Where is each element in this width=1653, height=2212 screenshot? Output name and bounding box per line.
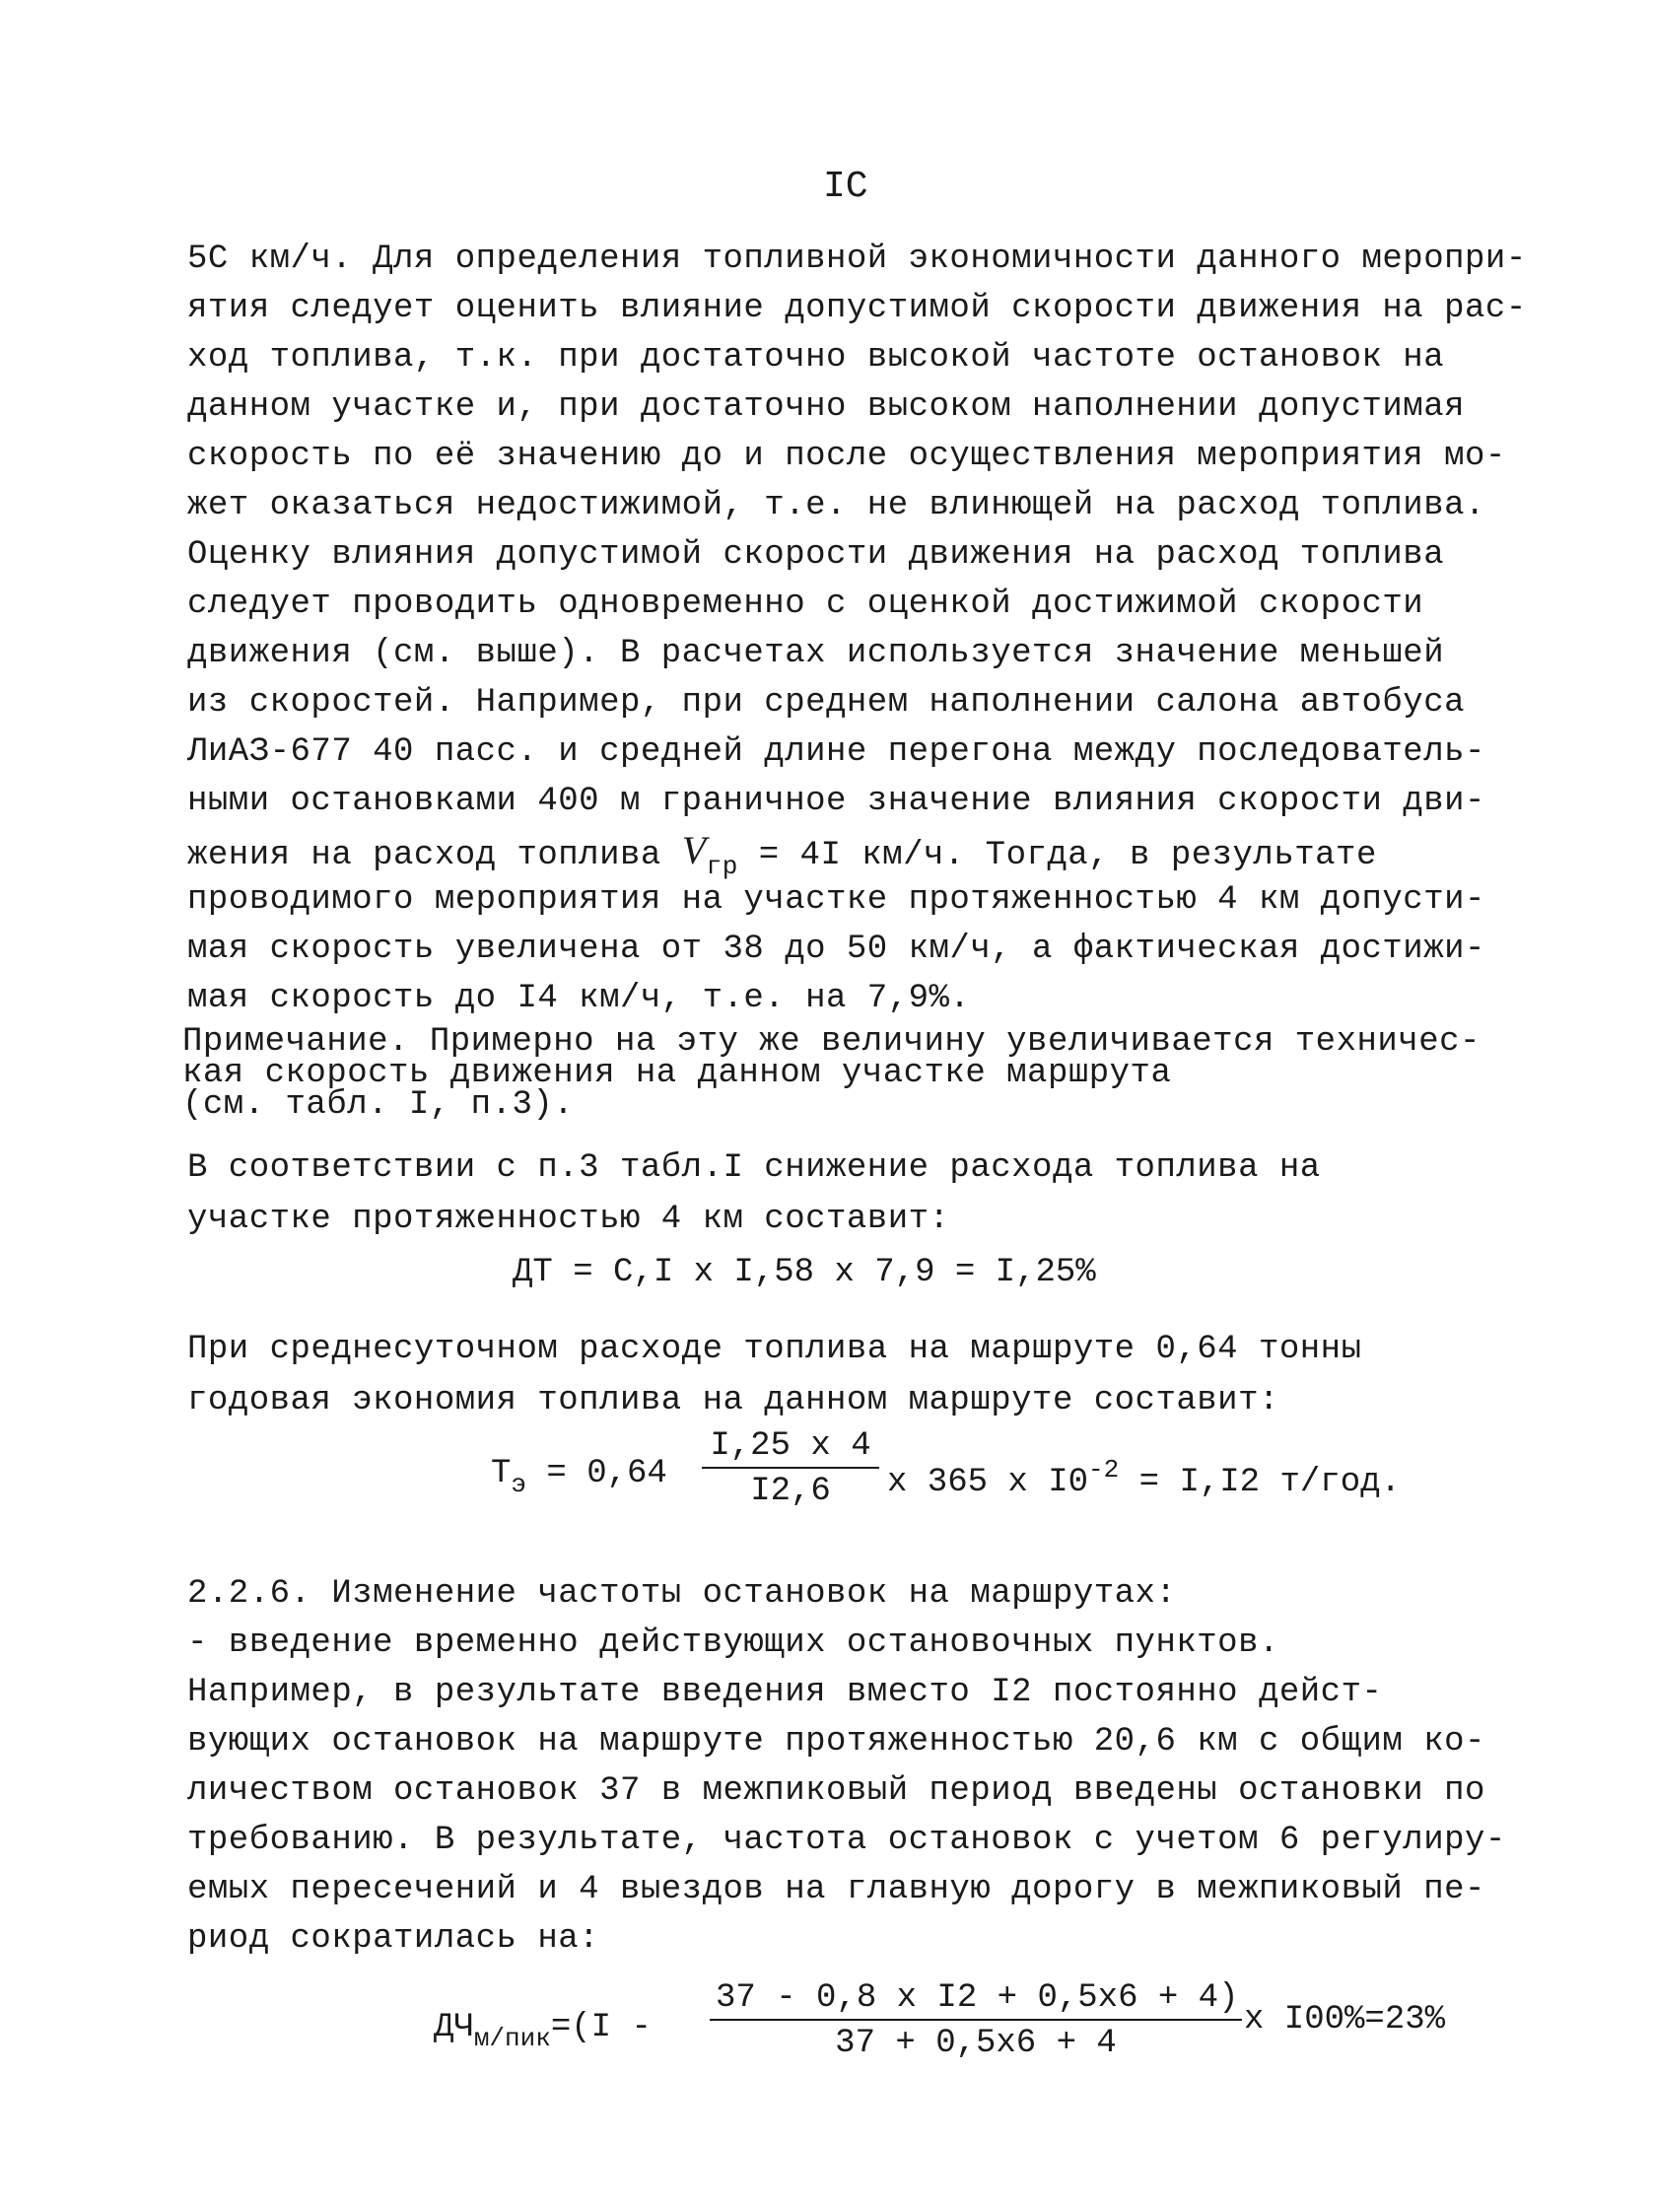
- text-line: Например, в результате введения вместо I2 постоянно дейст-: [187, 1674, 1383, 1711]
- velocity-symbol: V: [681, 828, 707, 872]
- text-line: В соответствии с п.3 табл.I снижение расхода топлива на: [187, 1149, 1321, 1187]
- note-line: (см. табл. I, п.3).: [182, 1086, 575, 1124]
- text-line: 5С км/ч. Для определения топливной экономичности данного меропри-: [187, 241, 1527, 278]
- text-line: личеством остановок 37 в межпиковый период введены остановки по: [187, 1772, 1485, 1810]
- text-line: следует проводить одновременно с оценкой достижимой скорости: [187, 586, 1424, 623]
- text-line: мая скорость увеличена от 38 до 50 км/ч, а фактическая достижи-: [187, 931, 1485, 968]
- text-line: годовая экономия топлива на данном маршруте составит:: [187, 1382, 1279, 1419]
- text-line: жет оказаться недостижимой, т.е. не влинющей на расход топлива.: [187, 487, 1485, 524]
- formula-stop-frequency-rhs: x I00%=23%: [1244, 2001, 1446, 2039]
- text-line: требованию. В результате, частота остановок с учетом 6 регулиру-: [187, 1822, 1506, 1859]
- text-line: ными остановками 400 м граничное значение влияния скорости дви-: [187, 783, 1485, 820]
- note-line: кая скорость движения на данном участке маршрута: [182, 1055, 1172, 1092]
- formula-fuel-reduction: ДТ = С,I x I,58 x 7,9 = I,25%: [513, 1254, 1096, 1291]
- text-line: вующих остановок на маршруте протяженностью 20,6 км с общим ко-: [187, 1723, 1485, 1761]
- formula-annual-saving-lhs: [491, 1455, 667, 1499]
- fraction-denominator: I2,6: [750, 1473, 831, 1510]
- text-line: проводимого мероприятия на участке протяженностью 4 км допусти-: [187, 881, 1485, 919]
- text-line: ЛиАЗ-677 40 пасс. и средней длине перегона между последователь-: [187, 733, 1485, 771]
- note-line: Примечание. Примерно на эту же величину увеличивается техничес-: [182, 1023, 1481, 1061]
- velocity-before: жения на расход топлива: [187, 837, 682, 874]
- formula-stop-frequency-fraction: [710, 1979, 1242, 2062]
- text-line: ход топлива, т.к. при достаточно высокой частоте остановок на: [187, 339, 1445, 377]
- formula-lhs: Т: [491, 1455, 512, 1492]
- fraction-numerator: 37 - 0,8 x I2 + 0,5x6 + 4): [710, 1979, 1242, 2021]
- text-line: риод сократилась на:: [187, 1920, 600, 1958]
- text-line: - введение временно действующих остановочных пунктов.: [187, 1624, 1279, 1662]
- velocity-after: = 4I км/ч. Тогда, в результате: [737, 837, 1377, 874]
- text-line: Оценку влияния допустимой скорости движения на расход топлива: [187, 536, 1445, 574]
- page-number: IC: [823, 166, 868, 208]
- text-line: При среднесуточном расходе топлива на маршруте 0,64 тонны: [187, 1331, 1362, 1368]
- velocity-subscript: гр: [706, 852, 738, 881]
- text-line: емых пересечений и 4 выездов на главную дорогу в межпиковый пе-: [187, 1871, 1485, 1908]
- text-line: мая скорость до I4 км/ч, т.е. на 7,9%.: [187, 980, 971, 1017]
- text-line: скорость по её значению до и после осуществления мероприятия мо-: [187, 438, 1506, 475]
- text-line: данном участке и, при достаточно высоком наполнении допустимая: [187, 388, 1466, 426]
- formula-rhs-a: x 365 x I0: [887, 1464, 1089, 1501]
- text-line: участке протяженностью 4 км составит:: [187, 1201, 950, 1238]
- formula-lhs-sub: э: [511, 1470, 527, 1499]
- formula-rhs-sup: -2: [1088, 1455, 1120, 1485]
- formula-eq: =(I -: [550, 2009, 652, 2046]
- formula-annual-saving-fraction: [702, 1427, 879, 1510]
- formula-lhs-sub: м/пик: [473, 2024, 551, 2053]
- fraction-numerator: I,25 x 4: [702, 1427, 879, 1469]
- formula-eq: = 0,64: [526, 1455, 667, 1492]
- formula-annual-saving-rhs: [887, 1455, 1401, 1501]
- text-line: из скоростей. Например, при среднем наполнении салона автобуса: [187, 684, 1466, 722]
- text-line: 2.2.6. Изменение частоты остановок на маршрутах:: [187, 1575, 1177, 1613]
- formula-rhs-b: = I,I2 т/год.: [1119, 1464, 1401, 1501]
- formula-stop-frequency-lhs: [434, 2009, 652, 2053]
- text-line: ятия следует оценить влияние допустимой скорости движения на рас-: [187, 290, 1527, 327]
- formula-lhs: ДЧ: [434, 2009, 474, 2046]
- text-line: движения (см. выше). В расчетах используется значение меньшей: [187, 635, 1445, 672]
- fraction-denominator: 37 + 0,5x6 + 4: [835, 2025, 1117, 2062]
